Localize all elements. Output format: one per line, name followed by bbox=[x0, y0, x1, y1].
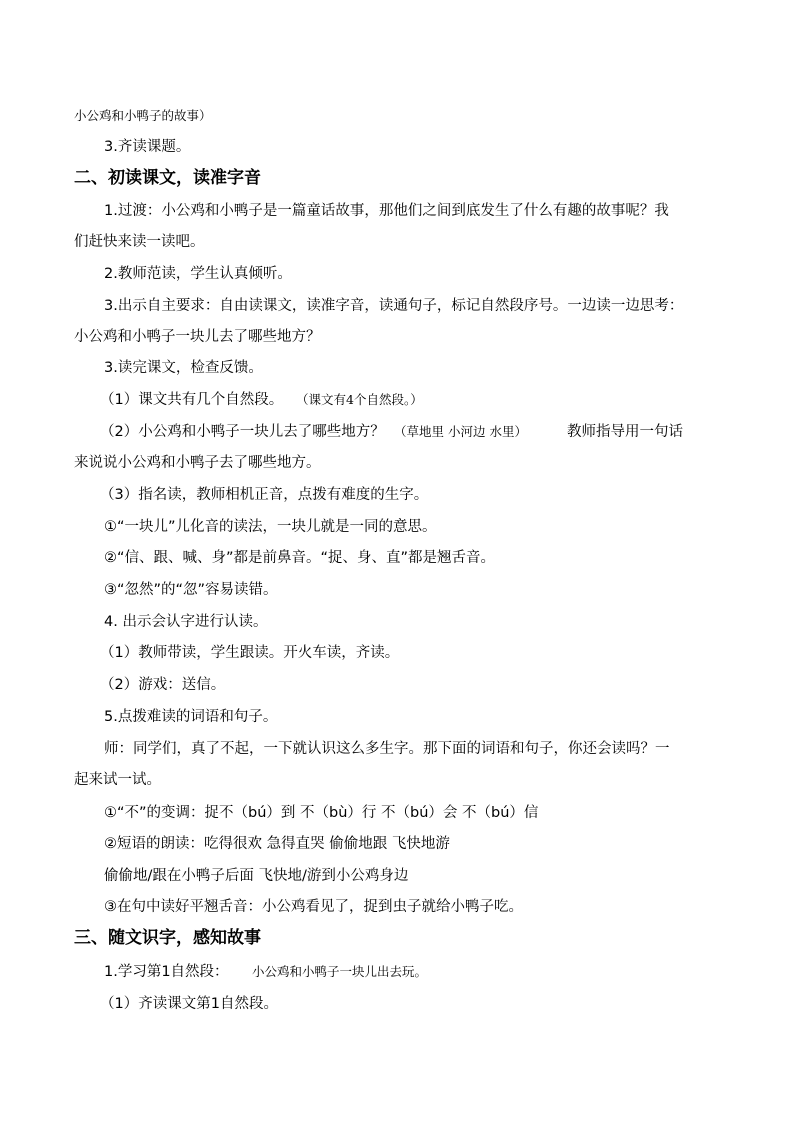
inline-note: 小公鸡和小鸭子一块儿出去玩。 bbox=[252, 964, 428, 979]
paragraph-line: 5.点拨难读的词语和句子。 bbox=[104, 709, 278, 725]
paragraph-line: 1.过渡：小公鸡和小鸭子是一篇童话故事，那他们之间到底发生了什么有趣的故事呢？我 bbox=[104, 203, 669, 219]
paragraph-line: ①“不”的变调：捉不（bú）到 不（bù）行 不（bú）会 不（bú）信 bbox=[104, 805, 539, 821]
section-heading: 三、随文识字，感知故事 bbox=[74, 928, 261, 948]
paragraph-line: 小公鸡和小鸭子一块儿去了哪些地方？ bbox=[74, 329, 321, 345]
paragraph-line: （3）指名读，教师相机正音，点拨有难度的生字。 bbox=[100, 487, 429, 503]
inline-note: （课文有4个自然段。） bbox=[296, 392, 423, 407]
paragraph-line: 起来试一试。 bbox=[74, 772, 161, 788]
paragraph-line: ③在句中读好平翘舌音：小公鸡看见了，捉到虫子就给小鸭子吃。 bbox=[104, 899, 523, 915]
paragraph-line: 来说说小公鸡和小鸭子去了哪些地方。 bbox=[74, 455, 321, 471]
paragraph-line: 偷偷地/跟在小鸭子后面 飞快地/游到小公鸡身边 bbox=[104, 868, 409, 884]
paragraph-line: 3.齐读课题。 bbox=[104, 139, 191, 155]
paragraph-line: （1）教师带读，学生跟读。开火车读，齐读。 bbox=[100, 645, 400, 661]
paragraph-line: 1.学习第1自然段： bbox=[104, 964, 229, 980]
paragraph-line: （2）游戏：送信。 bbox=[100, 677, 226, 693]
paragraph-line: 3.出示自主要求：自由读课文，读准字音，读通句子，标记自然段序号。一边读一边思考： bbox=[104, 298, 684, 314]
paragraph-line: 3.读完课文，检查反馈。 bbox=[104, 360, 263, 376]
paragraph-line: ③“忽然”的“忽”容易读错。 bbox=[104, 582, 278, 598]
paragraph-line: 4. 出示会认字进行认读。 bbox=[104, 614, 268, 630]
paragraph-line: （1）课文共有几个自然段。 bbox=[100, 392, 284, 408]
section-heading: 二、初读课文，读准字音 bbox=[74, 168, 261, 188]
inline-note: （草地里 小河边 水里） bbox=[394, 424, 527, 439]
paragraph-line: ②“信、跟、喊、身”都是前鼻音。“捉、身、直”都是翘舌音。 bbox=[104, 550, 496, 566]
paragraph-line: ②短语的朗读：吃得很欢 急得直哭 偷偷地跟 飞快地游 bbox=[104, 836, 450, 852]
paragraph-line: 们赶快来读一读吧。 bbox=[74, 234, 205, 250]
paragraph-line: 师：同学们，真了不起，一下就认识这么多生字。那下面的词语和句子，你还会读吗？一 bbox=[104, 741, 670, 757]
paragraph-line: 教师指导用一句话 bbox=[567, 424, 683, 440]
paragraph-line: ①“一块儿”儿化音的读法，一块儿就是一同的意思。 bbox=[104, 519, 437, 535]
paragraph-line: 2.教师范读，学生认真倾听。 bbox=[104, 266, 292, 282]
paragraph-line: （2）小公鸡和小鸭子一块儿去了哪些地方？ bbox=[100, 424, 385, 440]
paragraph-line: （1）齐读课文第1自然段。 bbox=[100, 996, 278, 1012]
paragraph-line: 小公鸡和小鸭子的故事） bbox=[74, 108, 212, 123]
